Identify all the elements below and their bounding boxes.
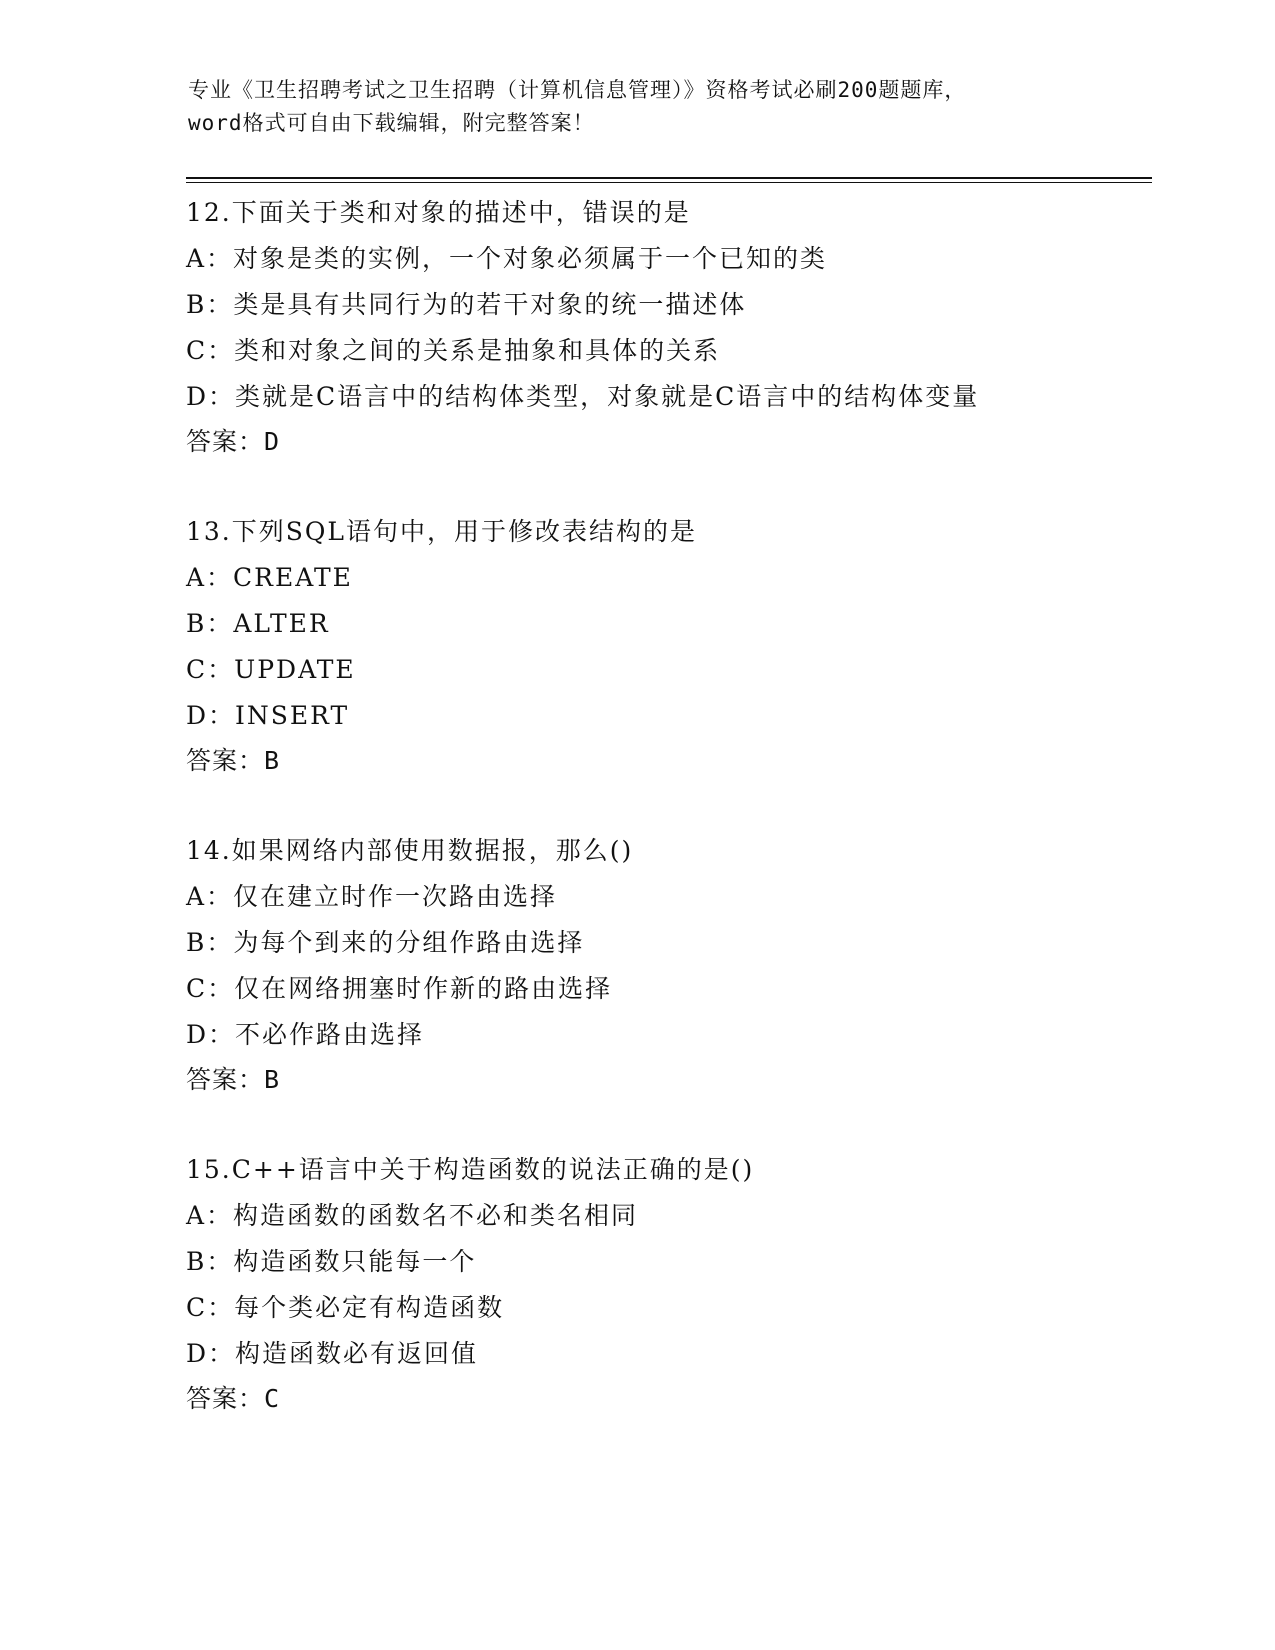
header-divider-thin <box>186 182 1152 183</box>
question-15 <box>186 1147 1166 1466</box>
option-a: A：仅在建立时作一次路由选择 <box>186 882 558 911</box>
option-b: B：为每个到来的分组作路由选择 <box>186 928 585 957</box>
question-stem: 13.下列SQL语句中，用于修改表结构的是 <box>186 517 697 546</box>
option-c: C：UPDATE <box>186 655 356 684</box>
question-14 <box>186 828 1166 1147</box>
option-c: C：每个类必定有构造函数 <box>186 1293 505 1322</box>
option-b: B：构造函数只能每一个 <box>186 1247 477 1276</box>
option-c: C：仅在网络拥塞时作新的路由选择 <box>186 974 613 1003</box>
option-d: D：不必作路由选择 <box>186 1020 425 1049</box>
option-d: D：INSERT <box>186 701 350 730</box>
option-b: B：ALTER <box>186 609 330 638</box>
answer-label: 答案：C <box>186 1384 281 1413</box>
option-a: A：构造函数的函数名不必和类名相同 <box>186 1201 639 1230</box>
answer-label: 答案：B <box>186 746 281 775</box>
question-13 <box>186 509 1166 828</box>
question-stem: 15.C++语言中关于构造函数的说法正确的是() <box>186 1155 755 1184</box>
document-header <box>188 74 1088 140</box>
option-a: A：对象是类的实例，一个对象必须属于一个已知的类 <box>186 244 828 273</box>
option-c: C：类和对象之间的关系是抽象和具体的关系 <box>186 336 721 365</box>
question-list <box>186 190 1166 1466</box>
question-stem: 12.下面关于类和对象的描述中，错误的是 <box>186 198 691 227</box>
header-line-2: word格式可自由下载编辑，附完整答案！ <box>188 111 595 135</box>
header-divider-thick <box>186 177 1152 179</box>
option-a: A：CREATE <box>186 563 353 592</box>
option-d: D：类就是C语言中的结构体类型，对象就是C语言中的结构体变量 <box>186 382 980 411</box>
question-stem: 14.如果网络内部使用数据报，那么() <box>186 836 634 865</box>
header-line-1: 专业《卫生招聘考试之卫生招聘（计算机信息管理）》资格考试必刷200题题库， <box>188 78 967 102</box>
answer-label: 答案：B <box>186 1065 281 1094</box>
option-d: D：构造函数必有返回值 <box>186 1339 479 1368</box>
question-12 <box>186 190 1166 509</box>
option-b: B：类是具有共同行为的若干对象的统一描述体 <box>186 290 747 319</box>
answer-label: 答案：D <box>186 427 281 456</box>
